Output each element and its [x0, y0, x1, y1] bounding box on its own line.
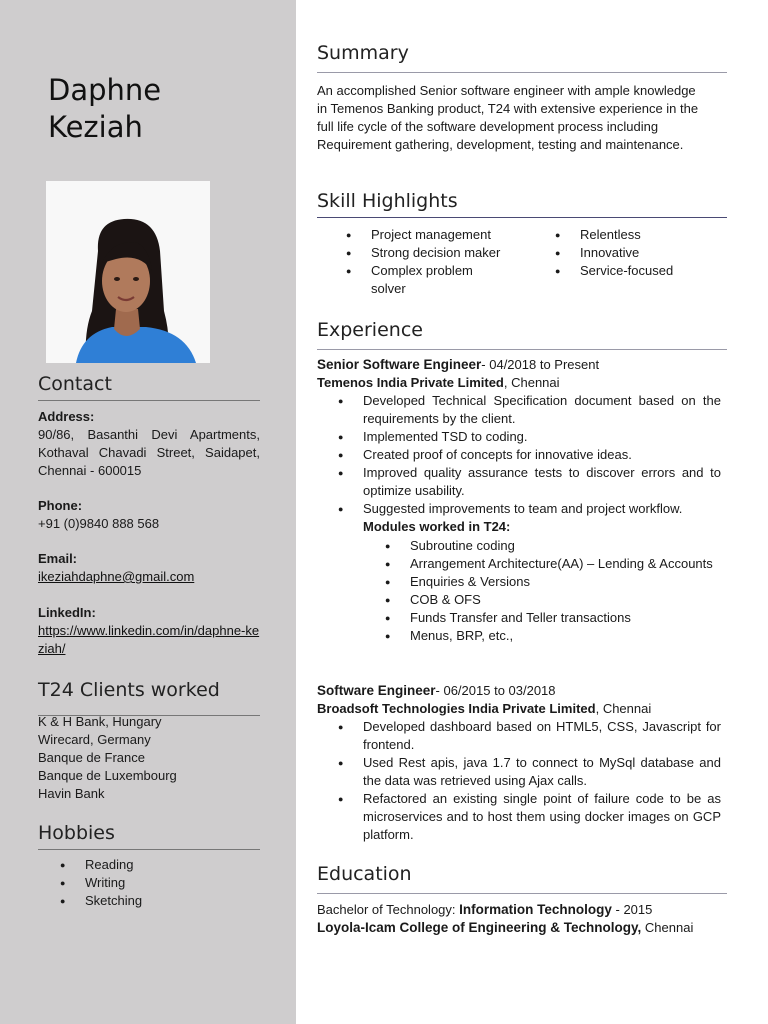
- hobby-item: ● Reading: [60, 856, 260, 874]
- skills-column-2: [555, 226, 705, 280]
- skill-item: ● Complex problem solver: [346, 262, 511, 298]
- first-name: Daphne: [48, 73, 162, 107]
- hobbies-heading: Hobbies: [38, 822, 115, 844]
- hobbies-divider: [38, 849, 260, 850]
- job-bullet: ● Developed dashboard based on HTML5, CSS, Javascript for frontend.: [338, 718, 721, 754]
- last-name: Keziah: [48, 110, 143, 144]
- summary-text: An accomplished Senior software engineer with ample knowledge in Temenos Banking product, T24 with extensive experience in the full life cycle of the software development process including Requirement gathering, development, testing and maintenance.: [317, 83, 699, 152]
- job-company: Broadsoft Technologies India Private Limited: [317, 701, 596, 716]
- degree-field: Information Technology: [459, 902, 612, 917]
- education-divider: [317, 893, 727, 894]
- hobby-item: ● Writing: [60, 874, 260, 892]
- client-item: Banque de Luxembourg: [38, 768, 177, 783]
- skills-column-1: [346, 226, 526, 298]
- contact-divider: [38, 400, 260, 401]
- college-city: Chennai: [641, 920, 694, 935]
- skills-divider: [317, 217, 727, 218]
- skills-heading: Skill Highlights: [317, 190, 458, 212]
- hobby-item: ● Sketching: [60, 892, 260, 910]
- job-entry-1: [317, 356, 721, 645]
- job-bullet: ● Suggested improvements to team and project workflow.: [338, 500, 721, 518]
- skill-item: ● Innovative: [555, 244, 705, 262]
- email-block: [38, 550, 260, 586]
- skill-item: ● Relentless: [555, 226, 705, 244]
- module-item: ● Enquiries & Versions: [385, 573, 721, 591]
- degree: Bachelor of Technology:: [317, 902, 460, 917]
- experience-divider: [317, 349, 727, 350]
- job-location: , Chennai: [595, 701, 652, 716]
- module-item: ● Funds Transfer and Teller transactions: [385, 609, 721, 627]
- skill-item: ● Strong decision maker: [346, 244, 526, 262]
- phone-value: +91 (0)9840 888 568: [38, 516, 160, 531]
- client-item: Banque de France: [38, 750, 145, 765]
- module-item: ● Menus, BRP, etc.,: [385, 627, 721, 645]
- skill-item: ● Service-focused: [555, 262, 705, 280]
- hobbies-list: [60, 856, 260, 910]
- client-item: Wirecard, Germany: [38, 732, 151, 747]
- module-item: ● COB & OFS: [385, 591, 721, 609]
- job-bullets: [338, 718, 721, 844]
- skill-item: ● Project management: [346, 226, 526, 244]
- email-link[interactable]: ikeziahdaphne@gmail.com: [38, 569, 195, 584]
- job-bullet: ● Implemented TSD to coding.: [338, 428, 721, 446]
- job-entry-2: [317, 682, 721, 844]
- phone-label: Phone:: [38, 498, 83, 513]
- job-bullet: ● Used Rest apis, java 1.7 to connect to MySql database and the data was retrieved using Ajax calls.: [338, 754, 721, 790]
- job-bullets: [338, 392, 721, 518]
- phone-block: [38, 497, 260, 533]
- education-heading: Education: [317, 863, 412, 885]
- client-item: K & H Bank, Hungary: [38, 714, 162, 729]
- education-entry: [317, 901, 727, 937]
- job-bullet: ● Refactored an existing single point of failure code to be as microservices and to host them using docker images on GCP platform.: [338, 790, 721, 844]
- summary-heading: Summary: [317, 42, 409, 64]
- job-bullet: ● Created proof of concepts for innovative ideas.: [338, 446, 721, 464]
- email-label: Email:: [38, 551, 78, 566]
- graduation-year: - 2015: [611, 902, 653, 917]
- modules-label: Modules worked in T24:: [363, 519, 511, 534]
- summary-divider: [317, 72, 727, 73]
- module-item: ● Arrangement Architecture(AA) – Lending & Accounts: [385, 555, 721, 573]
- job-company: Temenos India Private Limited: [317, 375, 504, 390]
- job-title: Senior Software Engineer: [317, 357, 482, 372]
- profile-photo: [46, 181, 210, 363]
- college-name: Loyola-Icam College of Engineering & Technology,: [317, 920, 642, 935]
- profile-photo-image: [46, 181, 210, 363]
- clients-list: [38, 713, 260, 803]
- address-label: Address:: [38, 409, 95, 424]
- linkedin-label: LinkedIn:: [38, 605, 96, 620]
- module-item: ● Subroutine coding: [385, 537, 721, 555]
- job-dates: - 04/2018 to Present: [481, 357, 600, 372]
- address-value: 90/86, Basanthi Devi Apartments, Kothaval Chavadi Street, Saidapet, Chennai - 600015: [38, 427, 260, 478]
- job-location: , Chennai: [503, 375, 560, 390]
- client-item: Havin Bank: [38, 786, 105, 801]
- job-bullet: ● Improved quality assurance tests to discover errors and to optimize usability.: [338, 464, 721, 500]
- job-bullet: ● Developed Technical Specification document based on the requirements by the client.: [338, 392, 721, 428]
- job-title: Software Engineer: [317, 683, 436, 698]
- candidate-name: [48, 72, 278, 146]
- modules-list: [385, 537, 721, 645]
- clients-heading: T24 Clients worked: [38, 679, 220, 701]
- address-block: [38, 408, 260, 480]
- experience-heading: Experience: [317, 319, 423, 341]
- linkedin-block: [38, 604, 260, 658]
- job-dates: - 06/2015 to 03/2018: [435, 683, 556, 698]
- linkedin-link[interactable]: https://www.linkedin.com/in/daphne-keziah/: [38, 623, 260, 656]
- contact-heading: Contact: [38, 373, 112, 395]
